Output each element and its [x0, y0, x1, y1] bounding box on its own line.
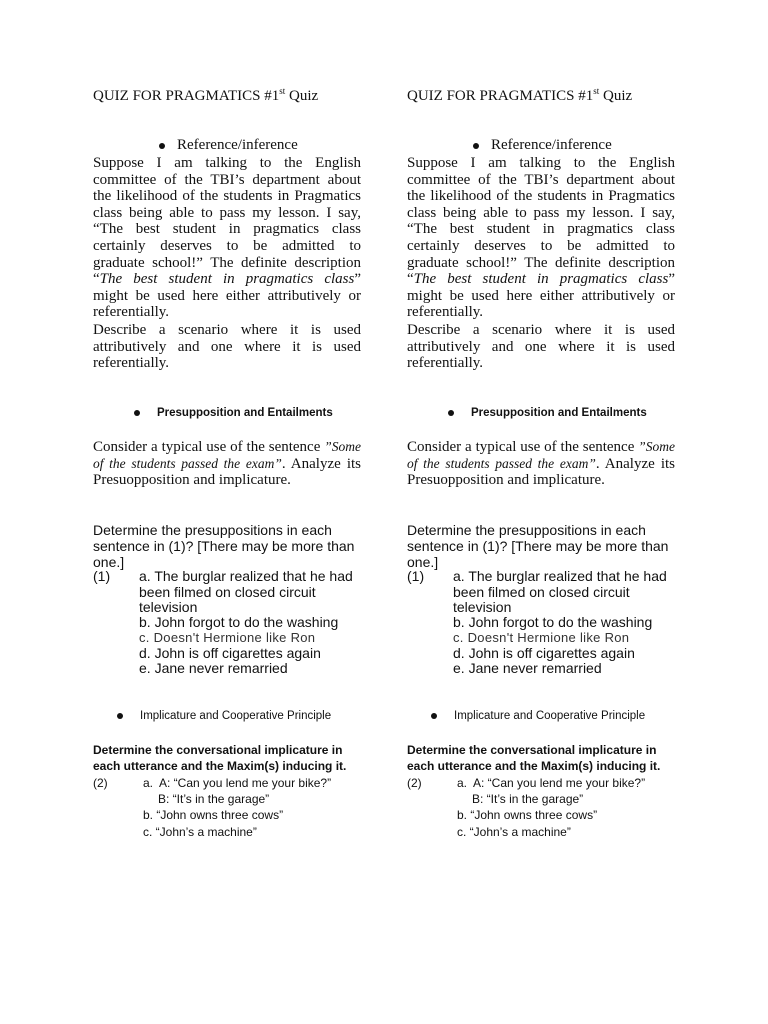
bullet-icon [117, 713, 123, 719]
reference-task-text: Describe a scenario where it is used attributively and one where it is used referentially. [407, 322, 675, 372]
section-heading-reference: Reference/inference [407, 137, 675, 154]
presupposition-question-text: Consider a typical use of the sentence ”Some of the students passed the exam”. Analyze its Presuopposition and implicature. [407, 439, 675, 489]
quiz-title: QUIZ FOR PRAGMATICS #1st Quiz [93, 86, 319, 104]
bullet-icon [473, 143, 479, 149]
list-item: B: “It’s in the garage” [158, 792, 270, 806]
list-item: b. “John owns three cows” [457, 808, 598, 822]
presupposition-question-text: Consider a typical use of the sentence ”Some of the students passed the exam”. Analyze its Presuopposition and implicature. [93, 439, 361, 489]
section-heading-reference: Reference/inference [93, 137, 361, 154]
list-item: B: “It’s in the garage” [472, 792, 584, 806]
presupposition-task-text: Determine the presuppositions in each sentence in (1)? [There may be more than one.] [407, 522, 669, 570]
implicature-task-text: Determine the conversational implicature in each utterance and the Maxim(s) inducing it. [93, 743, 347, 773]
section-heading-presupposition: Presupposition and Entailments [407, 407, 675, 419]
quiz-title: QUIZ FOR PRAGMATICS #1st Quiz [407, 86, 633, 104]
reference-question-text: Suppose I am talking to the English committee of the TBI’s department about the likelihood of the students in Pragmatics class being able to pass my lesson. I say, “The best student in pragmatics class certainly deserves to be admitted to graduate school!” The definite description “The best student in pragmatics class” might be used here either attributively or referentially. [93, 155, 361, 321]
bullet-icon [448, 410, 454, 416]
reference-task-text: Describe a scenario where it is used attributively and one where it is used referentially. [93, 322, 361, 372]
reference-question-text: Suppose I am talking to the English committee of the TBI’s department about the likelihood of the students in Pragmatics class being able to pass my lesson. I say, “The best student in pragmatics class certainly deserves to be admitted to graduate school!” The definite description “The best student in pragmatics class” might be used here either attributively or referentially. [407, 155, 675, 321]
section-heading-implicature: Implicature and Cooperative Principle [407, 710, 675, 722]
bullet-icon [431, 713, 437, 719]
section-heading-implicature: Implicature and Cooperative Principle [93, 710, 361, 722]
bullet-icon [159, 143, 165, 149]
list-item: b. “John owns three cows” [143, 808, 284, 822]
presupposition-task-text: Determine the presuppositions in each sentence in (1)? [There may be more than one.] [93, 522, 355, 570]
list-item: c. “John’s a machine” [457, 825, 571, 839]
implicature-task-text: Determine the conversational implicature in each utterance and the Maxim(s) inducing it. [407, 743, 661, 773]
section-heading-presupposition: Presupposition and Entailments [93, 407, 361, 419]
list-item: c. “John’s a machine” [143, 825, 257, 839]
bullet-icon [134, 410, 140, 416]
